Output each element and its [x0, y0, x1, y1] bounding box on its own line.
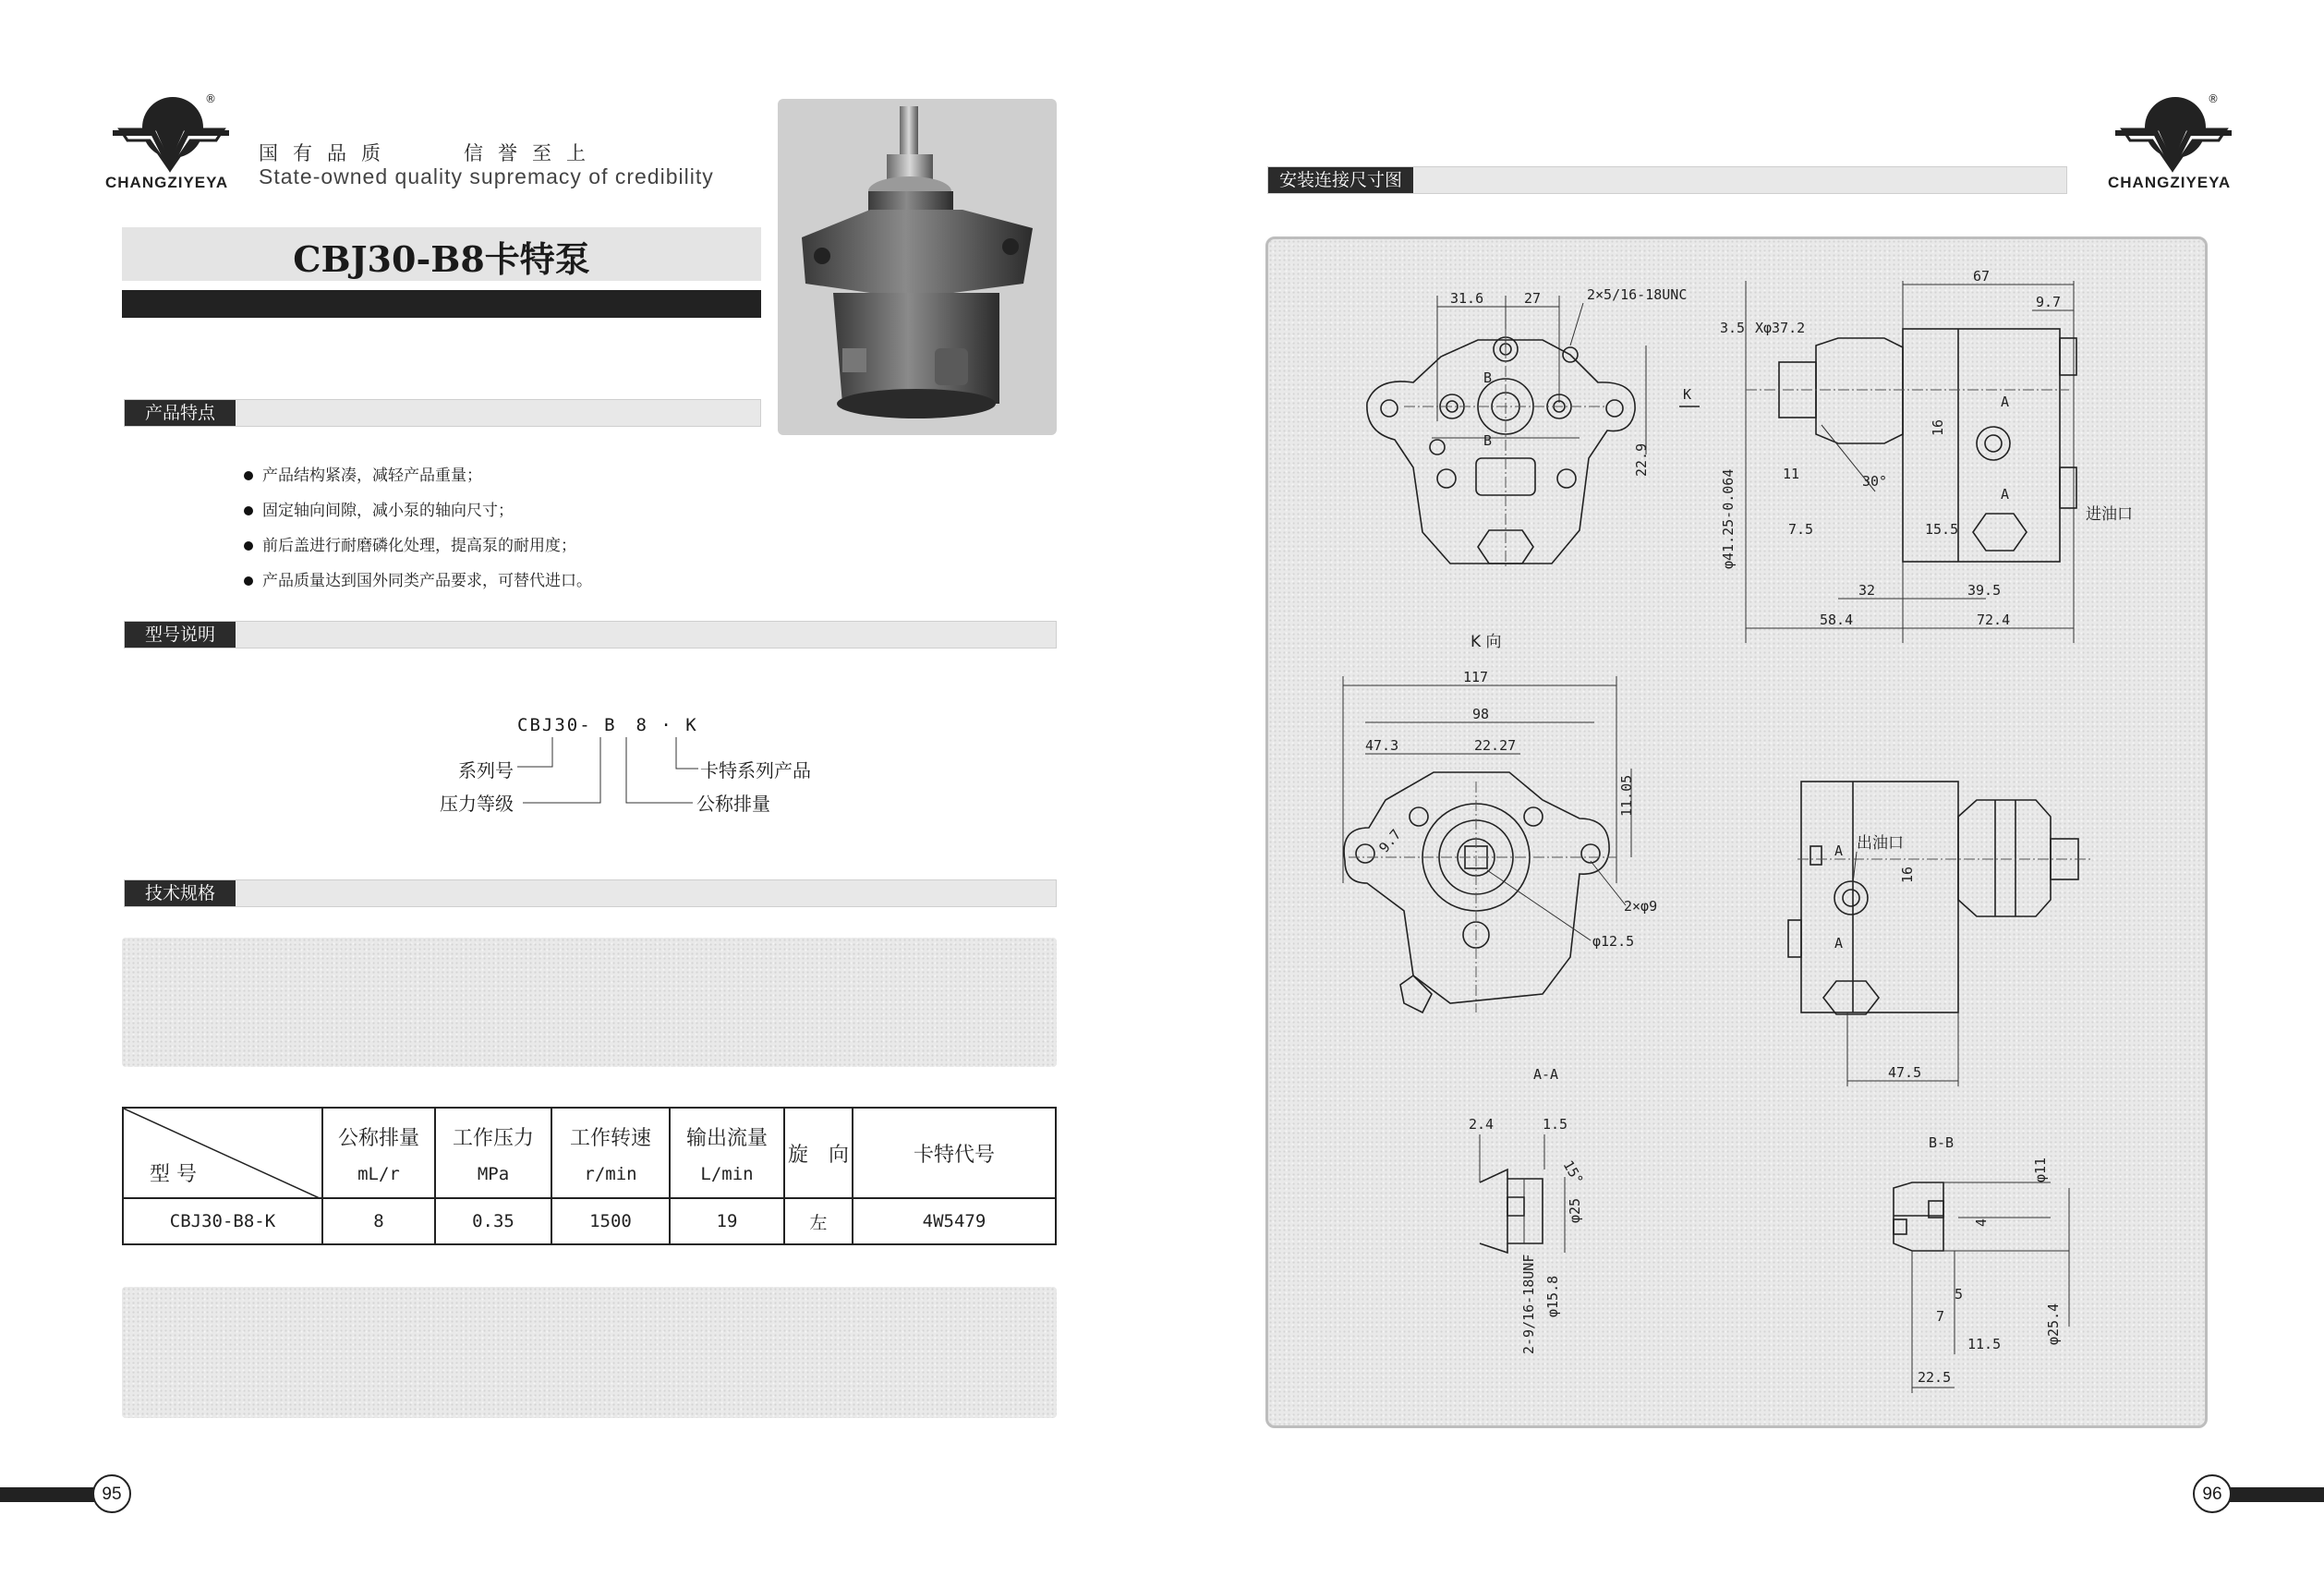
- angle-15: 15°: [1559, 1158, 1587, 1188]
- dim-phi37-2: Xφ37.2: [1755, 320, 1806, 336]
- feature-item: 产品结构紧凑，减轻产品重量；: [244, 462, 592, 497]
- brand-name: CHANGZIYEYA: [2108, 174, 2232, 191]
- model-section-bar: [124, 621, 1057, 649]
- dim-2-4: 2.4: [1469, 1116, 1495, 1133]
- brand-name: CHANGZIYEYA: [105, 174, 229, 191]
- side-view-drawing: [1720, 268, 2133, 643]
- dim-22-9: 22.9: [1633, 442, 1650, 477]
- texture-panel-bottom: [122, 1287, 1057, 1418]
- page-bar-right: [2226, 1487, 2324, 1502]
- header-displacement: 公称排量 mL/r: [322, 1108, 435, 1198]
- dim-2x-phi9: 2×φ9: [1624, 898, 1658, 915]
- registered-mark: ®: [205, 92, 216, 105]
- dim-phi25: φ25: [1567, 1197, 1583, 1223]
- dim-47-5: 47.5: [1888, 1064, 1922, 1081]
- cell-speed: 1500: [551, 1198, 670, 1244]
- slogan-cn: 国有品质 信誉至上: [259, 142, 600, 164]
- spec-section-bar: [124, 879, 1057, 907]
- model-section-label: 型号说明: [125, 622, 236, 648]
- pump-photo-icon: [778, 99, 1057, 435]
- dim-47-3: 47.3: [1365, 737, 1399, 754]
- cell-pressure: 0.35: [435, 1198, 551, 1244]
- features-section-label: 产品特点: [125, 400, 236, 426]
- bullet-icon: [244, 576, 253, 586]
- registered-mark: ®: [2208, 92, 2219, 105]
- k-arrow-label: K: [1683, 386, 1692, 403]
- bb-view-drawing: [1894, 1134, 2069, 1393]
- dim-16-side: 16: [1930, 418, 1946, 436]
- svg-text:A: A: [1834, 935, 1844, 952]
- dim-98: 98: [1472, 706, 1490, 722]
- features-list: [244, 462, 592, 602]
- cell-displacement: 8: [322, 1198, 435, 1244]
- dim-phi15-8: φ15.8: [1544, 1275, 1561, 1317]
- page-bar-left: [0, 1487, 96, 1502]
- svg-text:B: B: [1483, 370, 1493, 386]
- thread-detail-drawing: [1469, 1116, 1587, 1354]
- cell-model: CBJ30-B8-K: [123, 1198, 322, 1244]
- dim-22-27: 22.27: [1474, 737, 1517, 754]
- texture-panel-top: [122, 938, 1057, 1067]
- spec-section-label: 技术规格: [125, 880, 236, 906]
- outlet-label: 出油口: [1857, 834, 1904, 853]
- page-number-right: 96: [2193, 1474, 2232, 1513]
- dim-3-5: 3.5: [1720, 320, 1746, 336]
- label-displacement: 公称排量: [696, 793, 770, 815]
- dim-31-6: 31.6: [1450, 290, 1484, 307]
- dim-4: 4: [1973, 1218, 1990, 1227]
- label-kate: 卡特系列产品: [700, 759, 811, 782]
- thread-note-top: 2×5/16-18UNC: [1587, 286, 1688, 303]
- dim-7: 7: [1936, 1308, 1945, 1325]
- dim-117: 117: [1463, 669, 1489, 685]
- svg-text:B: B: [1483, 432, 1493, 449]
- title-underbar: [122, 290, 761, 318]
- model-code: CBJ30- B 8 · K: [517, 715, 698, 735]
- drawing-section-label: 安装连接尺寸图: [1268, 167, 1413, 193]
- bullet-icon: [244, 506, 253, 515]
- k-view-label: K 向: [1471, 633, 1502, 651]
- dim-32: 32: [1858, 582, 1876, 599]
- table-row: [123, 1198, 1056, 1244]
- feature-item: 前后盖进行耐磨磷化处理，提高泵的耐用度；: [244, 532, 592, 567]
- dim-phi41-25: φ41.25-0.064: [1720, 468, 1737, 569]
- dim-16-aa: 16: [1899, 866, 1916, 883]
- label-series: 系列号: [458, 759, 514, 782]
- bullet-icon: [244, 471, 253, 480]
- dim-22-5: 22.5: [1918, 1369, 1952, 1386]
- drawing-section-bar: [1267, 166, 2067, 194]
- brand-logo-right: [2108, 92, 2245, 194]
- dim-phi25-4: φ25.4: [2045, 1303, 2062, 1345]
- brand-logo-left: [105, 92, 242, 194]
- feature-item: 固定轴向间隙，减小泵的轴向尺寸；: [244, 497, 592, 532]
- dim-5: 5: [1955, 1286, 1964, 1303]
- header-flow: 输出流量 L/min: [670, 1108, 784, 1198]
- header-speed: 工作转速 r/min: [551, 1108, 670, 1198]
- bb-label: B-B: [1929, 1134, 1955, 1151]
- dim-9-7: 9.7: [2036, 294, 2062, 310]
- dim-11-05: 11.05: [1618, 774, 1635, 817]
- front-view-drawing: [1367, 286, 1700, 651]
- aa-label: A-A: [1533, 1066, 1559, 1083]
- product-title: CBJ30-B8卡特泵: [293, 238, 590, 280]
- features-section-bar: [124, 399, 761, 427]
- k-view-drawing: [1343, 669, 1657, 1012]
- slogan-en: State-owned quality supremacy of credibility: [259, 164, 714, 188]
- dim-phi11: φ11: [2032, 1157, 2049, 1182]
- dim-15-5: 15.5: [1925, 521, 1959, 538]
- inlet-label: 进油口: [2086, 505, 2133, 524]
- bullet-icon: [244, 541, 253, 551]
- svg-text:A: A: [2001, 394, 2010, 410]
- dim-27: 27: [1524, 290, 1542, 307]
- dim-67: 67: [1973, 268, 1991, 285]
- header-pressure: 工作压力 MPa: [435, 1108, 551, 1198]
- header-kate-code: 卡特代号: [853, 1108, 1056, 1198]
- header-rotation: 旋 向: [784, 1108, 853, 1198]
- svg-text:A: A: [1834, 842, 1844, 859]
- feature-item: 产品质量达到国外同类产品要求，可替代进口。: [244, 567, 592, 602]
- dim-58-4: 58.4: [1820, 612, 1854, 628]
- cell-flow: 19: [670, 1198, 784, 1244]
- label-pressure: 压力等级: [440, 793, 514, 815]
- dim-39-5: 39.5: [1967, 582, 2002, 599]
- model-code-diagram: [425, 711, 850, 822]
- dim-phi12-5: φ12.5: [1592, 933, 1635, 950]
- angle-30: 30°: [1862, 473, 1888, 490]
- product-photo: [778, 99, 1057, 435]
- dim-9-7-k: 9.7: [1375, 826, 1405, 856]
- page-number-left: 95: [92, 1474, 131, 1513]
- svg-text:A: A: [2001, 486, 2010, 503]
- dim-7-5: 7.5: [1788, 521, 1814, 538]
- header-model-cell: [123, 1108, 322, 1198]
- dim-11-5: 11.5: [1967, 1336, 2002, 1352]
- installation-drawing: [1265, 236, 2208, 1428]
- thread-note-bottom: 2-9/16-18UNF: [1520, 1254, 1537, 1354]
- spec-table: [122, 1107, 1057, 1245]
- dim-72-4: 72.4: [1977, 612, 2011, 628]
- cell-kate-code: 4W5479: [853, 1198, 1056, 1244]
- header-model: 型 号: [150, 1163, 197, 1186]
- dim-1-5: 1.5: [1543, 1116, 1568, 1133]
- dim-11: 11: [1783, 466, 1800, 482]
- cell-rotation: 左: [784, 1198, 853, 1244]
